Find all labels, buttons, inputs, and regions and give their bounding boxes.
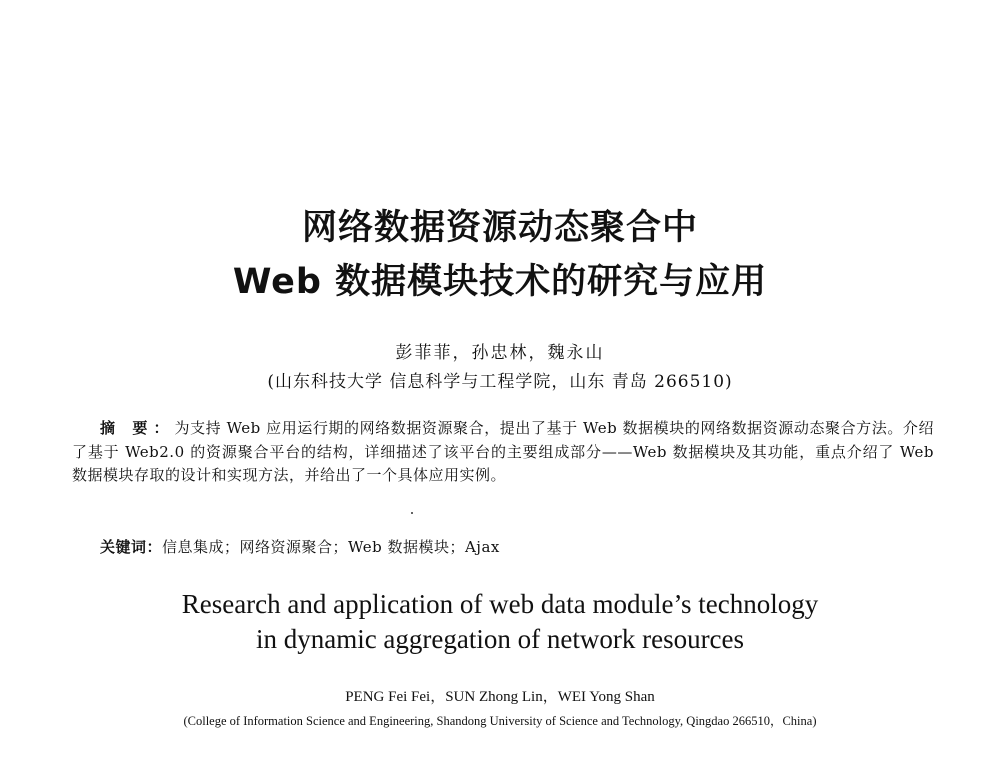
chinese-affiliation: (山东科技大学 信息科学与工程学院，山东 青岛 266510) xyxy=(267,372,733,392)
keywords-label: 关键词： xyxy=(100,538,163,556)
abstract-text: 为支持 Web 应用运行期的网络数据资源聚合，提出了基于 Web 数据模块的网络数据资源动态聚合方法。介绍了基于 Web2.0 的资源聚合平台的结构，详细描述了该平台的主要组成部分——Web 数据模块及其功能，重点介绍了 Web 数据模块存取的设计和实现方法，并给出了一个具体应用实例。 xyxy=(72,419,934,484)
english-authors: PENG Fei Fei，SUN Zhong Lin，WEI Yong Shan xyxy=(345,689,655,705)
chinese-keywords xyxy=(100,536,930,557)
stray-dot xyxy=(411,512,413,514)
english-title-line-2: in dynamic aggregation of network resources xyxy=(255,624,745,654)
english-title-line-1: Research and application of web data module’s technology xyxy=(181,589,819,619)
keywords-text: 信息集成；网络资源聚合；Web 数据模块；Ajax xyxy=(162,538,500,556)
chinese-authors: 彭菲菲，孙忠林，魏永山 xyxy=(395,343,605,363)
english-affiliation: (College of Information Science and Engineering, Shandong University of Science and Technology, Qingdao 266510，China) xyxy=(183,714,817,728)
chinese-title-line-1: 网络数据资源动态聚合中 xyxy=(301,208,698,248)
abstract-label: 摘 要： xyxy=(100,419,175,437)
chinese-title-line-2: Web 数据模块技术的研究与应用 xyxy=(232,262,768,302)
chinese-abstract xyxy=(72,417,934,488)
